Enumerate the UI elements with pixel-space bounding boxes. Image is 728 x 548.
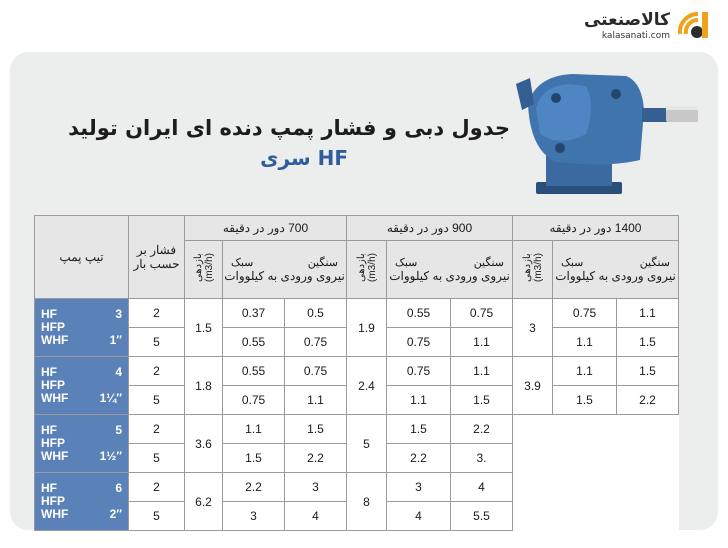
flow-value: 3 [513,299,553,357]
power-light-value: 0.55 [223,328,285,357]
power-light-value: 1.5 [387,415,451,444]
pump-model-name: HFP [41,378,65,392]
brand-name: کالاصنعتی [583,10,670,30]
pump-size: 6 [115,481,122,495]
pump-model-cell [35,299,129,357]
header-row [35,216,679,241]
pump-size: 1½″ [99,449,122,463]
brand-url[interactable]: kalasanati.com [601,31,670,41]
flow-value: 3.9 [513,357,553,415]
flow-value: 6.2 [185,473,223,531]
pressure-value: 2 [129,415,185,444]
power-label: نیروی ورودی به کیلووات [555,269,676,283]
power-header [553,241,679,299]
heavy-label: سنگین [473,257,504,269]
pump-model-name: HFP [41,494,65,508]
power-heavy-value: 0.75 [451,299,513,328]
pump-size: 4 [115,365,122,379]
power-heavy-value: 1.5 [285,415,347,444]
speed-header: 900 دور در دقیقه [347,216,513,241]
power-light-value: 1.1 [387,386,451,415]
power-label: نیروی ورودی به کیلووات [389,269,510,283]
pump-model-line [41,508,122,521]
flow-value: 5 [347,415,387,473]
pressure-value: 2 [129,473,185,502]
power-light-value: 4 [387,502,451,531]
flow-value: 1.5 [185,299,223,357]
power-heavy-value: 1.5 [617,328,679,357]
pump-type-header: تیپ پمپ [35,216,129,299]
flow-value: 1.9 [347,299,387,357]
pump-size: 1¼″ [99,391,122,405]
pump-model-name: WHF [41,391,69,405]
power-heavy-value: 2.2 [285,444,347,473]
pressure-value: 5 [129,502,185,531]
flow-header-label: بازدهی (m3/h) [355,253,378,283]
flow-value: 2.4 [347,357,387,415]
power-heavy-value: 1.5 [451,386,513,415]
power-heavy-value: 4 [451,473,513,502]
load-labels [387,256,512,269]
flow-header [185,241,223,299]
power-light-value: 0.75 [387,328,451,357]
power-header [223,241,347,299]
power-light-value: 2.2 [223,473,285,502]
page-subtitle: سری HF [260,146,348,170]
pump-model-line [41,392,122,405]
pump-model-name: WHF [41,507,69,521]
pump-model-name: HF [41,365,57,379]
pump-size: 2″ [109,507,122,521]
pressure-value: 2 [129,357,185,386]
power-light-value: 0.55 [223,357,285,386]
pump-model-name: HF [41,423,57,437]
table-row [35,415,679,444]
pressure-value: 2 [129,299,185,328]
table-row [35,357,679,386]
flow-value: 1.8 [185,357,223,415]
light-label: سبک [395,257,418,269]
pressure-value: 5 [129,386,185,415]
power-heavy-value: 3 [285,473,347,502]
power-light-value: 1.5 [223,444,285,473]
power-light-value: 0.75 [223,386,285,415]
pump-size: 3 [115,307,122,321]
flow-header-label: بازدهی (m3/h) [192,253,215,283]
pump-model-name: WHF [41,333,69,347]
brand-logo[interactable] [570,6,710,46]
power-header [387,241,513,299]
pressure-header: فشار بر حسب بار [129,216,185,299]
power-heavy-value: 1.1 [451,357,513,386]
table-row [35,299,679,328]
power-light-value: 0.75 [387,357,451,386]
light-label: سبک [561,257,584,269]
power-light-value: 1.1 [553,357,617,386]
empty-area [513,415,679,531]
power-heavy-value: 1.5 [617,357,679,386]
light-label: سبک [231,257,254,269]
load-labels [223,256,346,269]
power-heavy-value: 1.1 [617,299,679,328]
pressure-value: 5 [129,444,185,473]
power-heavy-value: 1.1 [285,386,347,415]
power-heavy-value: 2.2 [451,415,513,444]
power-heavy-value: 0.5 [285,299,347,328]
pump-spec-table [34,215,679,531]
page-title: جدول دبی و فشار پمپ دنده ای ایران تولید [68,116,510,140]
power-light-value: 2.2 [387,444,451,473]
pump-model-line [41,334,122,347]
heavy-label: سنگین [307,257,338,269]
speed-header: 1400 دور در دقیقه [513,216,679,241]
power-heavy-value: 4 [285,502,347,531]
pump-size: 5 [115,423,122,437]
power-light-value: 0.75 [553,299,617,328]
flow-value: 3.6 [185,415,223,473]
power-heavy-value: 3. [451,444,513,473]
power-light-value: 3 [223,502,285,531]
flow-header [347,241,387,299]
power-light-value: 0.55 [387,299,451,328]
flow-header [513,241,553,299]
pump-model-cell [35,473,129,531]
pump-size: 1″ [109,333,122,347]
flow-value: 8 [347,473,387,531]
power-heavy-value: 5.5 [451,502,513,531]
gear-pump-image [516,64,700,202]
flow-header-label: بازدهی (m3/h) [521,253,544,283]
power-light-value: 3 [387,473,451,502]
power-heavy-value: 2.2 [617,386,679,415]
power-heavy-value: 0.75 [285,328,347,357]
power-light-value: 1.1 [223,415,285,444]
power-light-value: 1.1 [553,328,617,357]
pressure-value: 5 [129,328,185,357]
power-heavy-value: 0.75 [285,357,347,386]
pump-model-name: WHF [41,449,69,463]
pump-model-name: HF [41,307,57,321]
power-label: نیروی ورودی به کیلووات [224,269,345,283]
pump-model-line [41,450,122,463]
pump-model-name: HFP [41,320,65,334]
pump-model-name: HFP [41,436,65,450]
pump-model-cell [35,415,129,473]
signal-icon [676,8,710,40]
speed-header: 700 دور در دقیقه [185,216,347,241]
pump-model-cell [35,357,129,415]
power-light-value: 0.37 [223,299,285,328]
power-heavy-value: 1.1 [451,328,513,357]
pump-model-name: HF [41,481,57,495]
load-labels [553,256,678,269]
heavy-label: سنگین [639,257,670,269]
power-light-value: 1.5 [553,386,617,415]
